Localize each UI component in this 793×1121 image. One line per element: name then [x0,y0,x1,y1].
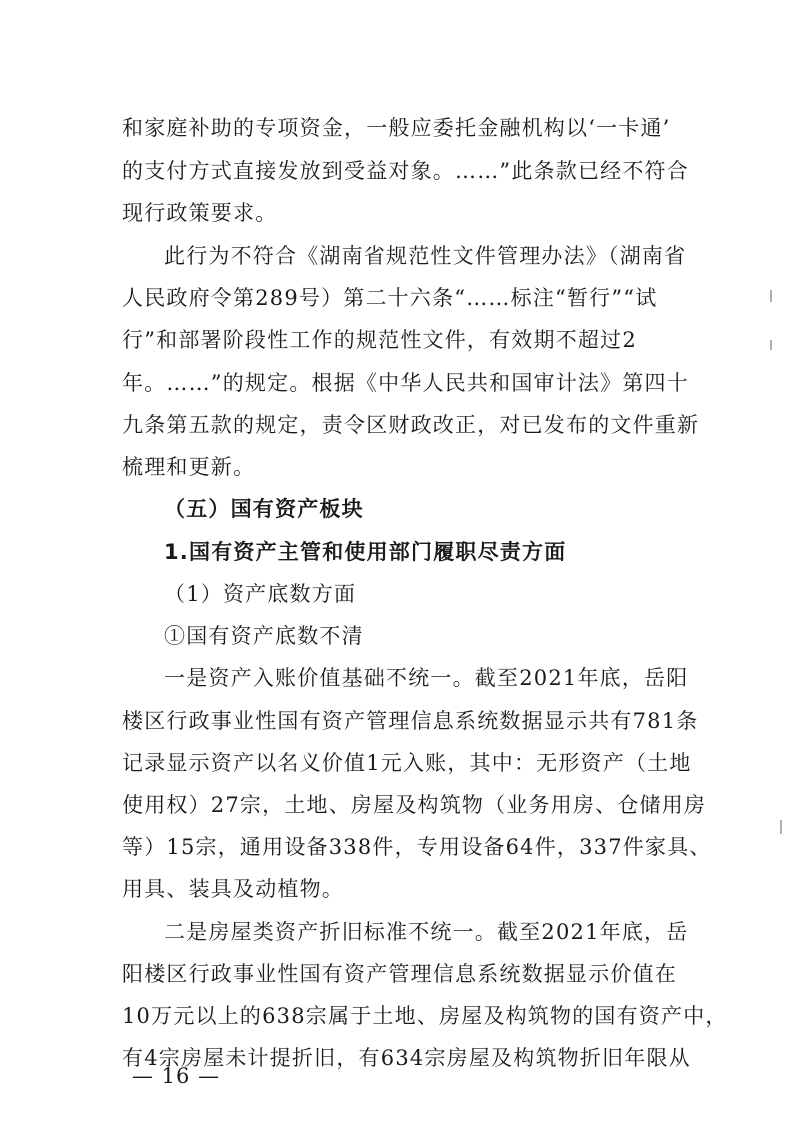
item-heading: （1）资产底数方面 [164,582,357,606]
body-line-9: 梳理和更新。 [122,455,256,479]
body-line-3: 现行政策要求。 [122,201,278,225]
para2-line-5: 等）15宗，通用设备338件，专用设备64件，337件家具、 [122,835,712,859]
scan-edge-mark [780,820,782,834]
para3-line-4: 有4宗房屋未计提折旧，有634宗房屋及构筑物折旧年限从 [122,1046,691,1070]
para2-line-6: 用具、装具及动植物。 [122,877,344,901]
scan-edge-mark [770,340,772,350]
para2-line-3: 记录显示资产以名义价值1元入账，其中：无形资产（土地 [122,751,692,775]
subsection-heading: 1.国有资产主管和使用部门履职尽责方面 [164,540,567,564]
body-line-2: 的支付方式直接发放到受益对象。……”此条款已经不符合 [122,159,689,183]
scan-edge-mark [770,290,772,302]
section-heading: （五）国有资产板块 [164,497,364,521]
body-line-1: 和家庭补助的专项资金，一般应委托金融机构以‘一卡通’ [122,116,671,140]
para2-line-2: 楼区行政事业性国有资产管理信息系统数据显示共有781条 [122,709,699,733]
body-line-4: 此行为不符合《湖南省规范性文件管理办法》（湖南省 [164,244,687,268]
para3-line-3: 10万元以上的638宗属于土地、房屋及构筑物的国有资产中， [122,1004,728,1028]
circled-item-heading: ①国有资产底数不清 [164,624,364,648]
page-number: — 16 — [132,1064,221,1088]
body-line-7: 年。……”的规定。根据《中华人民共和国审计法》第四十 [122,371,689,395]
body-line-5: 人民政府令第289号）第二十六条“……标注“暂行”“试 [122,286,658,310]
para2-line-1: 一是资产入账价值基础不统一。截至2021年底，岳阳 [164,666,689,690]
para3-line-1: 二是房屋类资产折旧标准不统一。截至2021年底，岳 [164,920,689,944]
para2-line-4: 使用权）27宗，土地、房屋及构筑物（业务用房、仓储用房 [122,793,707,817]
body-line-6: 行”和部署阶段性工作的规范性文件，有效期不超过2 [122,328,637,352]
para3-line-2: 阳楼区行政事业性国有资产管理信息系统数据显示价值在 [122,962,677,986]
body-line-8: 九条第五款的规定，责令区财政改正，对已发布的文件重新 [122,413,700,437]
